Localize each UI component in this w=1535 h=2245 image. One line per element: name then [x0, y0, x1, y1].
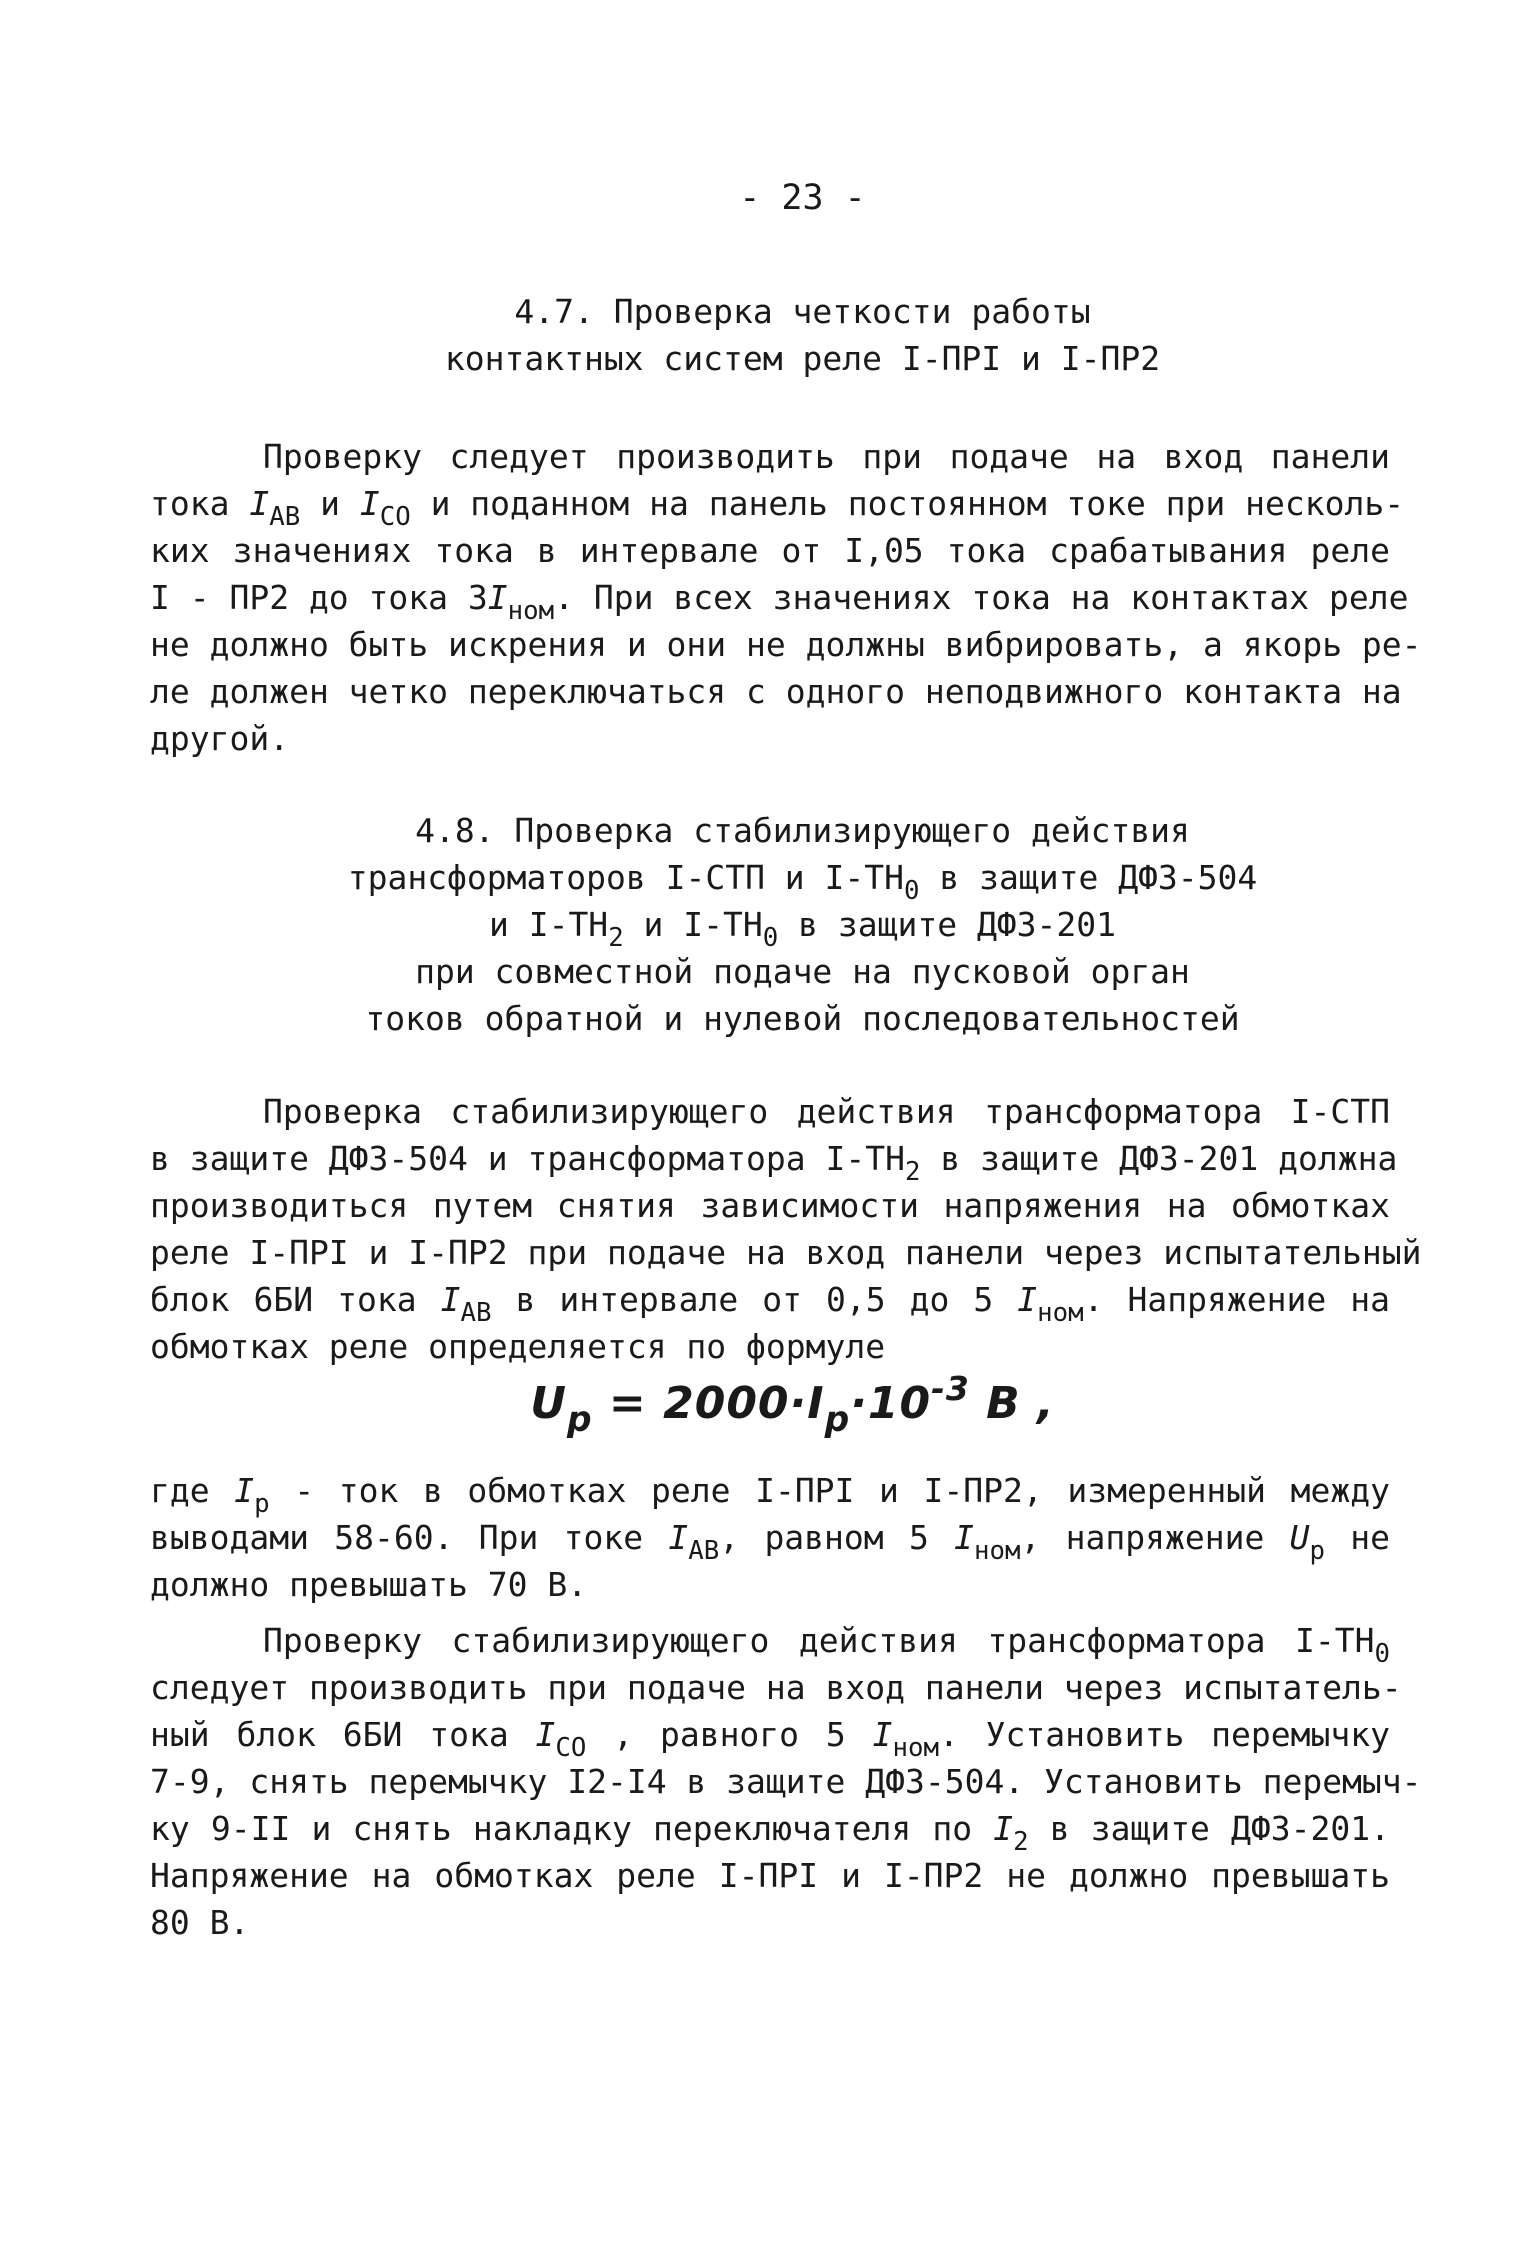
text-line: ный блок 6БИ тока $I_{CO}$ , равного 5 $I_{ном}$. Установить перемычку	[150, 1715, 1390, 1763]
section-4-8-heading	[0, 808, 1535, 1043]
section-4-7-heading	[0, 288, 1535, 382]
heading-line: контактных систем реле I-ПРI и I-ПР2	[444, 339, 1161, 378]
page-number: - 23 -	[739, 178, 866, 218]
text-line: следует производить при подаче на вход панели через испытатель-	[150, 1668, 1402, 1707]
text-line: реле I-ПРI и I-ПР2 при подаче на вход панели через испытательный	[150, 1233, 1422, 1272]
text-line: не должно быть искрения и они не должны вибрировать, а якорь ре-	[150, 625, 1422, 664]
text-line: ку 9-II и снять накладку переключателя по $I_2$ в защите ДФЗ-201.	[150, 1809, 1390, 1857]
heading-line: трансформаторов I-СТП и $I-ТН_0$ в защите ДФЗ-504	[347, 858, 1258, 906]
paragraph-formula-explanation	[150, 1467, 1390, 1608]
text-line: производиться путем снятия зависимости напряжения на обмотках	[150, 1186, 1390, 1225]
text-line: Проверка стабилизирующего действия трансформатора I-СТП	[263, 1092, 1390, 1131]
text-line: 80 В.	[150, 1903, 250, 1942]
paragraph-th0-test	[150, 1617, 1422, 1946]
voltage-formula: $U_p = 2000\cdot I_p\cdot 10^{-3}$ В ,	[530, 1368, 1055, 1441]
section-4-7-paragraph	[150, 433, 1422, 762]
text-line: ле должен четко переключаться с одного неподвижного контакта на	[150, 672, 1402, 711]
text-line: Проверку стабилизирующего действия трансформатора $I-ТН_0$	[263, 1621, 1390, 1669]
text-line: ких значениях тока в интервале от I,05 тока срабатывания реле	[150, 531, 1390, 570]
text-line: тока $I_{AB}$ и $I_{CO}$ и поданном на панель постоянном токе при несколь-	[150, 484, 1405, 532]
text-line: 7-9, снять перемычку I2-I4 в защите ДФЗ-504. Установить перемыч-	[150, 1762, 1422, 1801]
heading-line: при совместной подаче на пусковой орган	[415, 952, 1190, 991]
text-line: Напряжение на обмотках реле I-ПРI и I-ПР2 не должно превышать	[150, 1856, 1390, 1895]
text-line: в защите ДФЗ-504 и трансформатора $I-ТН_2$ в защите ДФЗ-201 должна	[150, 1139, 1398, 1187]
text-line: выводами 58-60. При токе $I_{AB}$, равном 5 $I_{ном}$, напряжение $U_p$ не	[150, 1518, 1391, 1566]
text-line: обмотках реле определяется по формуле	[150, 1327, 886, 1366]
text-line: должно превышать 70 В.	[150, 1565, 588, 1604]
heading-line: токов обратной и нулевой последовательностей	[365, 999, 1240, 1038]
text-line: I - ПР2 до тока $3I_{ном}$. При всех значениях тока на контактах реле	[150, 578, 1409, 626]
heading-line: 4.8. Проверка стабилизирующего действия	[415, 811, 1190, 850]
text-line: другой.	[150, 719, 290, 758]
text-line: Проверку следует производить при подаче на вход панели	[263, 437, 1390, 476]
heading-line: и $I-ТН_2$ и $I-ТН_0$ в защите ДФЗ-201	[488, 905, 1117, 953]
heading-line: 4.7. Проверка четкости работы	[514, 292, 1091, 331]
text-line: блок 6БИ тока $I_{AB}$ в интервале от 0,5 до 5 $I_{ном}$. Напряжение на	[150, 1280, 1390, 1328]
paragraph-stabilizing-test	[150, 1088, 1422, 1370]
text-line: где $I_р$ - ток в обмотках реле I-ПРI и I-ПР2, измеренный между	[150, 1471, 1390, 1519]
